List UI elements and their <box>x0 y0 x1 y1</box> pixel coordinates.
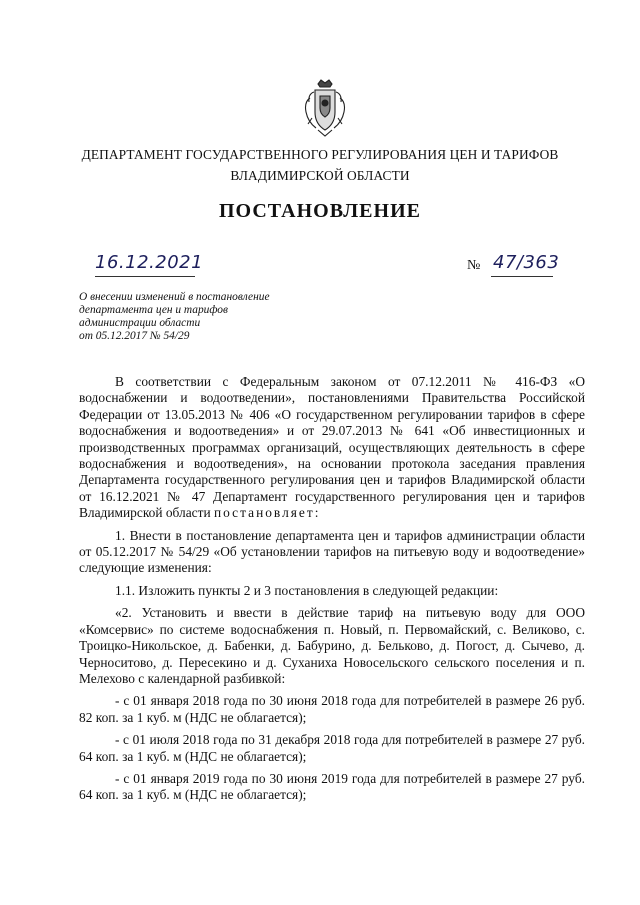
item-2-paragraph: «2. Установить и ввести в действие тариф на питьевую воду для ООО «Комсервис» по системе водоснабжения п. Новый, п. Первомайский, с. Великово, с. Троицко-Никольское, д. Бабенки, д. Бабурино, д. Бельково, д. Погост, д. Сычево, д. Черноситово, д. Пересекино и д. Суханиха Новосельского сельского поселения и п. Мелехово с календарной разбивкой: <box>79 605 585 686</box>
number-label: № <box>467 258 481 273</box>
coat-of-arms-emblem <box>300 78 350 138</box>
tariff-item: - с 01 июля 2018 года по 31 декабря 2018 года для потребителей в размере 27 руб. 64 коп. за 1 куб. м (НДС не облагается); <box>79 732 585 764</box>
item-1-1-paragraph: 1.1. Изложить пункты 2 и 3 постановления в следующей редакции: <box>115 582 499 598</box>
document-type-title: ПОСТАНОВЛЕНИЕ <box>219 200 421 222</box>
subject-line: администрации области <box>79 317 201 329</box>
subject-line: департамента цен и тарифов <box>79 304 228 316</box>
tariff-item: - с 01 января 2018 года по 30 июня 2018 года для потребителей в размере 26 руб. 82 коп. за 1 куб. м (НДС не облагается); <box>79 693 585 725</box>
department-name-line1: ДЕПАРТАМЕНТ ГОСУДАРСТВЕННОГО РЕГУЛИРОВАНИЯ ЦЕН И ТАРИФОВ <box>81 147 559 162</box>
subject-line: от 05.12.2017 № 54/29 <box>79 330 190 342</box>
preamble-text: В соответствии с Федеральным законом от 07.12.2011 № 416-ФЗ «О водоснабжении и водоотведении», постановлениями Правительства Российской Федерации от 13.05.2013 № 406 «О государственном регулировании тарифов в сфере водоснабжения и водоотведения» и от 29.07.2013 № 641 «Об инвестиционных и производственных программах организаций, осуществляющих деятельность в сфере водоснабжения и водоотведения», на основании протокола заседания правления Департамента государственного регулирования цен и тарифов Владимирской области от 16.12.2021 № 47 Департамент государственного регулирования цен и тарифов Владимирской области <box>79 374 585 521</box>
document-number: 47/363 <box>493 252 560 273</box>
tariff-item: - с 01 января 2019 года по 30 июня 2019 года для потребителей в размере 27 руб. 64 коп. за 1 куб. м (НДС не облагается); <box>79 770 585 803</box>
preamble-action: постановляет: <box>213 505 321 521</box>
document-body <box>79 374 585 804</box>
document-number-field <box>491 252 560 277</box>
department-name-line2: ВЛАДИМИРСКОЙ ОБЛАСТИ <box>230 168 410 183</box>
subject-line: О внесении изменений в постановление <box>79 291 270 303</box>
document-subject <box>79 291 339 343</box>
item-1-paragraph: 1. Внести в постановление департамента цен и тарифов администрации области от 05.12.2017 № 54/29 «Об установлении тарифов на питьевую воду и водоотведение» следующие изменения: <box>79 527 585 576</box>
preamble-paragraph <box>79 374 585 522</box>
document-date: 16.12.2021 <box>95 252 204 273</box>
document-date-field <box>95 252 204 277</box>
